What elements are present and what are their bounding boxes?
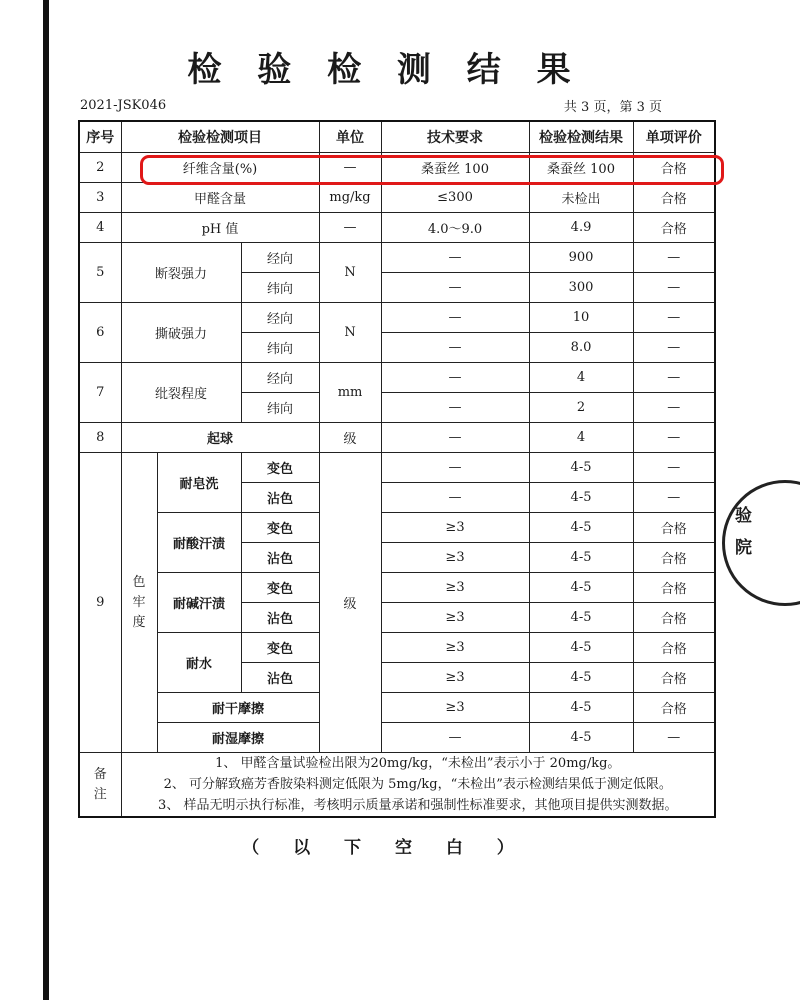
table-row [79,243,715,273]
row-item: 耐干摩擦 [157,693,319,723]
document-id: 2021-JSK046 [80,98,167,113]
note-2: 2、 可分解致癌芳香胺染料测定低限为 5mg/kg，“未检出”表示检测结果低于测定低限。 [163,777,672,792]
table-row [79,723,715,753]
row-item: 耐湿摩擦 [157,723,319,753]
header-no: 序号 [79,121,121,153]
group-name: 耐碱汗渍 [157,573,241,633]
row-subitem: 沾色 [241,483,319,513]
row-requirement: — [381,483,529,513]
row-requirement: ≥3 [381,693,529,723]
row-requirement: — [381,273,529,303]
notes-row [79,753,715,818]
group-name: 耐皂洗 [157,453,241,513]
row-result: 4-5 [529,513,633,543]
row-no: 5 [79,243,121,303]
row-unit: 级 [319,453,381,753]
row-unit: mg/kg [319,183,381,213]
notes-label: 备 注 [79,753,121,818]
results-table [78,120,716,818]
table-row [79,453,715,483]
page-info: 共 3 页，第 3 页 [563,100,662,115]
row-requirement: ≥3 [381,663,529,693]
row-evaluation: 合格 [633,633,715,663]
row-no: 9 [79,453,121,753]
notes-content [121,753,715,818]
table-row [79,693,715,723]
page-title: 检 验 检 测 结 果 [187,50,583,90]
header-item: 检验检测项目 [121,121,319,153]
table-row [79,573,715,603]
row-result: 未检出 [529,183,633,213]
row-requirement: — [381,333,529,363]
row-subitem: 纬向 [241,333,319,363]
row-evaluation: 合格 [633,153,715,183]
row-unit: N [319,303,381,363]
row-requirement: ≥3 [381,543,529,573]
row-subitem: 变色 [241,453,319,483]
table-row [79,303,715,333]
row-no: 4 [79,213,121,243]
row-evaluation: 合格 [633,573,715,603]
group-name: 耐水 [157,633,241,693]
seal-text: 验院 [735,506,752,558]
header-requirement: 技术要求 [381,121,529,153]
row-subitem: 经向 [241,303,319,333]
row-requirement: ≤300 [381,183,529,213]
row-requirement: 桑蚕丝 100 [381,153,529,183]
row-item: 纤维含量(%) [121,153,319,183]
row-no: 6 [79,303,121,363]
row-unit: — [319,213,381,243]
row-result: 8.0 [529,333,633,363]
row-evaluation: — [633,453,715,483]
row-evaluation: — [633,423,715,453]
row-result: 4-5 [529,603,633,633]
row-result: 4-5 [529,693,633,723]
row-result: 4-5 [529,633,633,663]
row-requirement: ≥3 [381,603,529,633]
row-requirement: ≥3 [381,633,529,663]
header-evaluation: 单项评价 [633,121,715,153]
row-evaluation: 合格 [633,513,715,543]
row-no: 8 [79,423,121,453]
row-subitem: 沾色 [241,663,319,693]
row-requirement: — [381,723,529,753]
row-item: 撕破强力 [121,303,241,363]
row-subitem: 变色 [241,573,319,603]
row-result: 4.9 [529,213,633,243]
row-result: 4-5 [529,453,633,483]
row-result: 2 [529,393,633,423]
row-requirement: — [381,363,529,393]
official-seal [722,480,800,606]
row-evaluation: — [633,723,715,753]
note-1: 1、 甲醛含量试验检出限为20mg/kg，“未检出”表示小于 20mg/kg。 [215,756,621,771]
row-no: 7 [79,363,121,423]
row-unit: N [319,243,381,303]
row-evaluation: — [633,303,715,333]
row-unit: 级 [319,423,381,453]
row-subitem: 经向 [241,363,319,393]
category-colorfastness: 色 牢 度 [121,453,157,753]
row-evaluation: 合格 [633,213,715,243]
row-subitem: 沾色 [241,543,319,573]
group-name: 耐酸汗渍 [157,513,241,573]
row-no: 2 [79,153,121,183]
row-result: 4-5 [529,483,633,513]
row-subitem: 纬向 [241,393,319,423]
row-item: 纰裂程度 [121,363,241,423]
row-subitem: 经向 [241,243,319,273]
table-header-row [79,121,715,153]
row-requirement: — [381,393,529,423]
row-requirement: — [381,303,529,333]
table-row [79,213,715,243]
row-item: pH 值 [121,213,319,243]
row-unit: — [319,153,381,183]
note-3: 3、 样品无明示执行标准，考核明示质量承诺和强制性标准要求，其他项目提供实测数据。 [158,798,678,813]
row-evaluation: — [633,363,715,393]
row-unit: mm [319,363,381,423]
row-evaluation: — [633,273,715,303]
row-evaluation: — [633,333,715,363]
row-evaluation: — [633,243,715,273]
row-result: 4 [529,363,633,393]
table-row [79,183,715,213]
row-result: 4-5 [529,543,633,573]
row-requirement: ≥3 [381,513,529,543]
row-item: 甲醛含量 [121,183,319,213]
row-result: 300 [529,273,633,303]
row-subitem: 变色 [241,633,319,663]
table-row [79,423,715,453]
table-row [79,363,715,393]
row-subitem: 沾色 [241,603,319,633]
row-result: 4-5 [529,573,633,603]
table-row [79,513,715,543]
row-result: 桑蚕丝 100 [529,153,633,183]
row-evaluation: — [633,483,715,513]
row-result: 4-5 [529,663,633,693]
row-evaluation: 合格 [633,603,715,633]
row-result: 4 [529,423,633,453]
row-result: 4-5 [529,723,633,753]
row-requirement: — [381,453,529,483]
row-evaluation: 合格 [633,183,715,213]
table-row [79,633,715,663]
row-result: 900 [529,243,633,273]
row-subitem: 纬向 [241,273,319,303]
row-evaluation: — [633,393,715,423]
row-requirement: 4.0～9.0 [381,213,529,243]
row-evaluation: 合格 [633,543,715,573]
row-result: 10 [529,303,633,333]
header-result: 检验检测结果 [529,121,633,153]
row-requirement: — [381,423,529,453]
row-requirement: — [381,243,529,273]
row-requirement: ≥3 [381,573,529,603]
row-subitem: 变色 [241,513,319,543]
end-of-content-marker: （ 以 下 空 白 ） [242,838,528,858]
row-item: 断裂强力 [121,243,241,303]
row-evaluation: 合格 [633,693,715,723]
row-evaluation: 合格 [633,663,715,693]
row-no: 3 [79,183,121,213]
header-unit: 单位 [319,121,381,153]
row-item: 起球 [121,423,319,453]
table-row [79,153,715,183]
